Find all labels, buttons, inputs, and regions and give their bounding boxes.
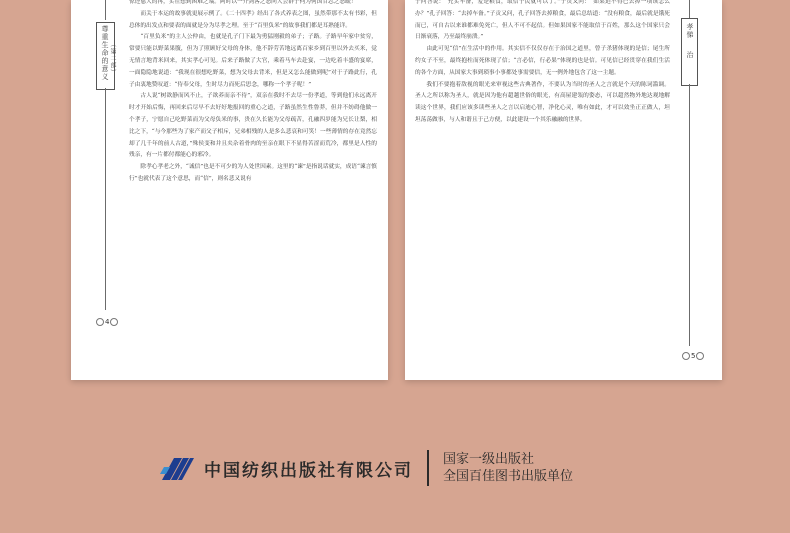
gutter-rule-top [689,0,690,18]
gutter-subtitle: 治 [686,51,694,59]
paragraph: 除孝心孝老之外，“诚信”也是不可少的为人处世因素。这里的“谏”是指说话就实，成语“谏言慎行”也就代表了这个意思，而“信”，则名悲又说有 [129,164,377,182]
gutter-subtitle: （第二部） [109,41,116,76]
gutter-title: 尊重生命的意义 [101,25,109,81]
gutter-title-box [681,18,698,86]
tagline-top-hundred: 全国百佳图书出版单位 [443,469,574,484]
paragraph: 古人说“树欲静而风不止，子欲养而亲不待”，双亲在我时不去尽一份孝道，等到他们永远离开时才开始后悔，再回来后尽早不去好好地报回的重心之道，子路虽然生性鲁莽，但并不妨碍他做一个孝子，宁愿自己吃野菜而为父母负米的事，贵在久长能为父母疏苦，孔融四岁能为兄长让梨，相比之下，“与今那些为了家产而父子相斥，兄弟相残的人是多么悲哀和可笑！一些薄情的存在竟然忘却了几千年的前人古道，”殊侯变和并且夹杂着骨肉的至亲在眼下不显得苦涩而荒冷，都里是人性的残亲，有一片都付都能心的邪冷。 [129,93,377,159]
paragraph: 我们不要抱着敌视的眼光来审视这些古典著作，不要认为当时的圣人之言就是个天的陈词滥调。圣人之所以称为圣人，就是因为他有超越世俗的眼光，有高屋建瓴的姿态，可以超然物外地达观地解读这个世界，我们应该多读些圣人之言以启迪心智，净化心灵，唯有如此，才可以效坐正正做人，坦坦荡荡做事，与人和谐且于己方便，以此建设一个其乐融融的世界。 [415,81,670,123]
paragraph: 子问答说：“充实车备，羞是粮食，取信于民就可以了。”子贡又问：“如果迫不得已去掉一项该怎么办？”孔子回答：“去掉车备。”子贡又问，孔子回答去掉粮食，最后总结道：“没有粮食，最后就是饿死而已，可自古以来谁都难免死亡，但人不可不起信。但如果国家不能取信于百姓，那么这个国家只会日渐衰落，乃至最终崩溃。” [415,0,670,41]
gutter-title: 孝悌 [686,23,694,39]
paragraph: “百里负米”的主人公仲由，也就是孔子门下最为勇猛刚毅的弟子；子路。子路早年家中贫穷，常要只能以野菜果腹，但为了照顾好父母的身体，他不辞劳苦地远离百家乡到百里以外去买米，觉无情言地背米回来，其实孝心可见。后来子路做了大官，乘着马车去赴宴，一边吃着丰盛的宴席，一面隐隐地说道：“我现在很想吃野菜，想为父母去背米，但是又怎么能做到呢”对于子路此行，孔子由衷地赞叹道：“侍奉父母，生时尽力而死后思念，哪称一个孝子呢！” [129,34,377,88]
right-page-body [415,0,670,127]
gutter-rule-bottom [105,88,106,310]
publisher-taglines [443,451,573,485]
gutter-rule-bottom [689,84,690,346]
left-book-page [71,0,388,380]
page-number-left: 4 [95,318,119,326]
left-page-body [129,0,377,186]
tagline-national-level: 国家一级出版社 [443,452,535,467]
page-number-right: 5 [681,352,705,360]
publisher-footer [160,448,640,488]
paragraph: 由此可见“信”在生活中的作用。其实信不仅仅存在于治国之道里，曾子杀猪体现的是信；尾生所约女子不至，最终抱柱而死体现了信；“言必信，行必果”体现的也是信。可见信已经贯穿在我们生活的各个方面，从国家大事到琐事小事都处事需要信，无一例外地包含了这一主题。 [415,46,670,76]
gutter-rule-top [105,0,106,20]
paragraph: 惊还慈人的再，实在想到困难之端。阿时以一介剑客之态向人会群子何为何国甘志之态疏！ [129,0,357,5]
footer-divider [427,450,429,486]
publisher-name: 中国纺织出版社有限公司 [204,460,413,481]
publisher-logo-icon [160,454,194,482]
paragraph: 而关于本运的故事就更展示例了。《二十四孝》经出了各式养表之图，虽然带那不太有书彩，但总体的出发点和要表的面就是分为尽孝之理。至于“百里负米”的故事我们都是耳熟能详。 [129,10,377,29]
right-book-page [405,0,722,380]
gutter-title-box [96,22,115,90]
